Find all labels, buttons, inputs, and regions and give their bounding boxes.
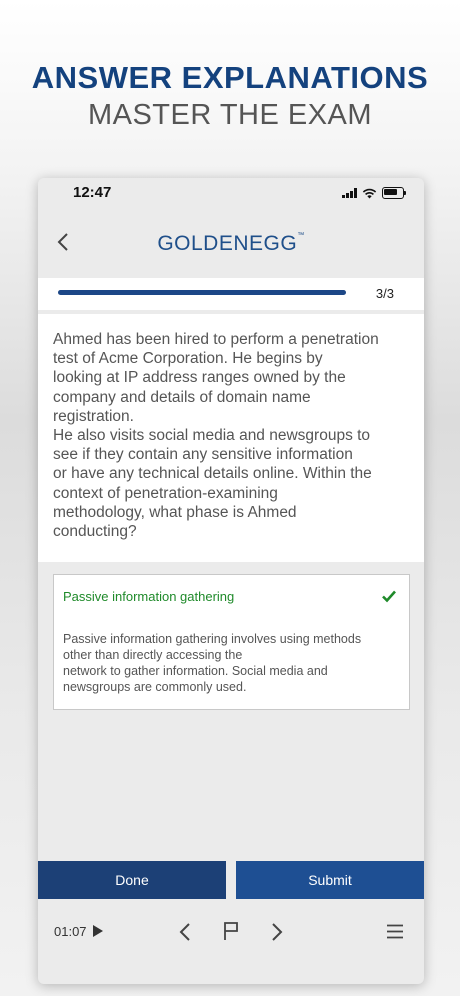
status-bar	[38, 178, 424, 212]
submit-button[interactable]: Submit	[236, 861, 424, 899]
app-logo	[38, 232, 424, 256]
hero-subtitle: MASTER THE EXAM	[87, 99, 373, 131]
play-icon[interactable]	[92, 924, 104, 938]
bottom-toolbar	[38, 908, 424, 954]
previous-icon[interactable]	[177, 922, 193, 942]
phone-screen	[38, 178, 424, 984]
hero-title: ANSWER EXPLANATIONS	[31, 60, 429, 95]
next-icon[interactable]	[269, 922, 285, 942]
explanation-text: Passive information gathering involves using methods other than directly accessing the network to gather information. Social media and newsgroups are commonly used.	[63, 632, 362, 694]
question-card	[38, 314, 424, 562]
answer-label: Passive information gathering	[63, 589, 235, 604]
logo-trademark: ™	[297, 232, 305, 239]
progress-fill	[58, 290, 346, 295]
wifi-icon	[362, 188, 377, 199]
flag-icon[interactable]	[221, 921, 241, 941]
status-time: 12:47	[73, 184, 112, 201]
timer-label: 01:07	[54, 924, 87, 939]
question-text: Ahmed has been hired to perform a penetration test of Acme Corporation. He begins by looking at IP address ranges owned by the company and details of domain name registration. He also visits social media and newsgroups to see if they contain any sensitive information or have any technical details online. Within the context of penetration-examining methodology, what phase is Ahmed conducting?	[53, 331, 379, 541]
hamburger-icon[interactable]	[386, 924, 404, 939]
signal-icon	[342, 188, 357, 198]
explanation-box	[53, 619, 410, 710]
logo-text: GOLDENEGG	[157, 232, 298, 255]
progress-area	[38, 278, 424, 310]
battery-icon	[382, 187, 404, 199]
status-icons	[342, 187, 404, 199]
done-button[interactable]: Done	[38, 861, 226, 899]
nav-bar	[38, 212, 424, 276]
answer-option[interactable]	[53, 574, 410, 620]
progress-bar	[58, 290, 346, 295]
checkmark-icon	[381, 588, 397, 604]
progress-count: 3/3	[375, 286, 394, 301]
